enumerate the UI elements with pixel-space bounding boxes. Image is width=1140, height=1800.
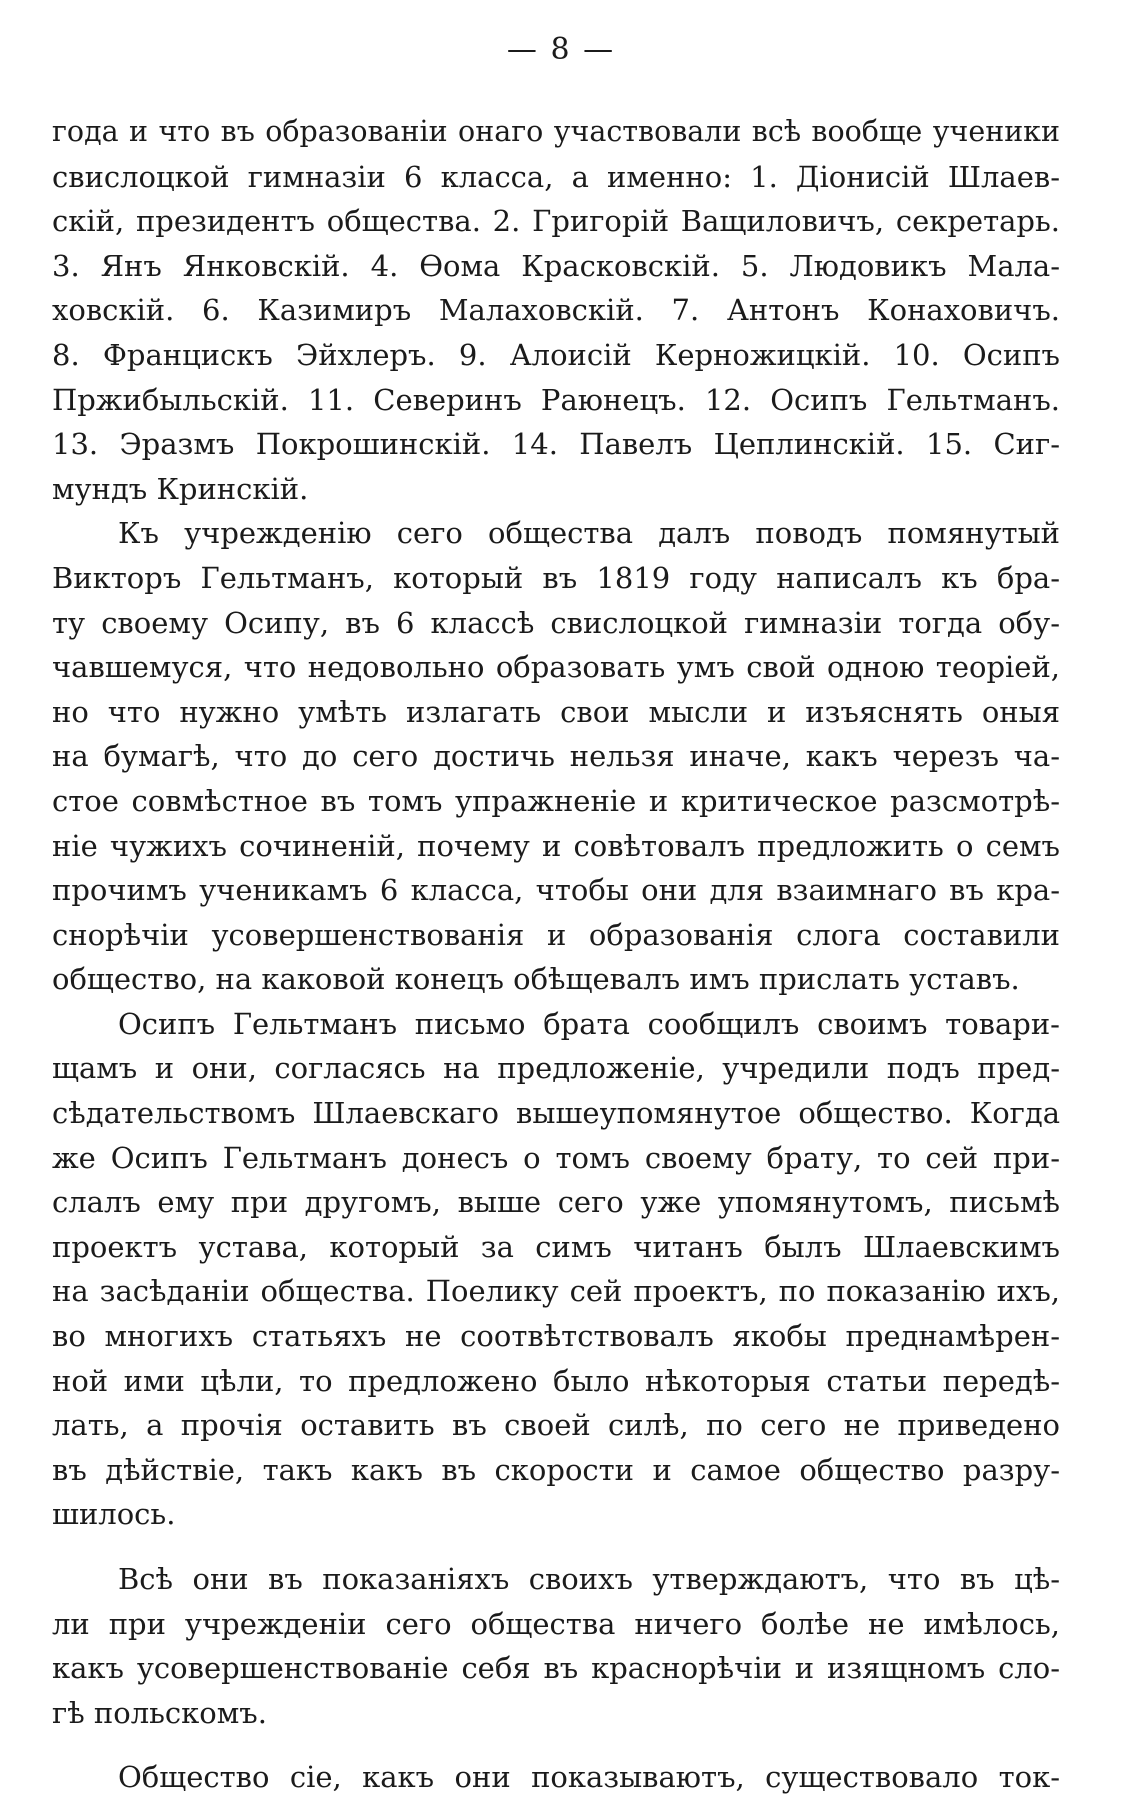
text-line: слалъ ему при другомъ, выше сего уже упомянутомъ, письмѣ bbox=[52, 1185, 1060, 1220]
text-line: ховскій. 6. Казимиръ Малаховскій. 7. Антонъ Конаховичъ. bbox=[52, 293, 1060, 328]
text-line: 13. Эразмъ Покрошинскій. 14. Павелъ Цеплинскій. 15. Сиг- bbox=[52, 427, 1060, 462]
text-line: стое совмѣстное въ томъ упражненіе и критическое разсмотрѣ- bbox=[52, 783, 1060, 818]
text-line: Общество сіе, какъ они показываютъ, существовало ток- bbox=[118, 1760, 1060, 1795]
text-line: сѣдательствомъ Шлаевскаго вышеупомянутое общество. Когда bbox=[52, 1096, 1060, 1131]
text-line: ной ими цѣли, то предложено было нѣкоторыя статьи передѣ- bbox=[52, 1363, 1060, 1398]
text-line: гѣ польскомъ. bbox=[52, 1695, 267, 1730]
text-line: 3. Янъ Янковскій. 4. Ѳома Красковскій. 5. Людовикъ Мала- bbox=[52, 248, 1060, 283]
text-line: общество, на каковой конецъ обѣщевалъ имъ прислать уставъ. bbox=[52, 962, 1020, 997]
document-page bbox=[52, 30, 1060, 1795]
text-line: Всѣ они въ показаніяхъ своихъ утверждаютъ, что въ цѣ- bbox=[118, 1562, 1060, 1596]
text-line: шилось. bbox=[52, 1497, 176, 1532]
page-number: — 8 — bbox=[506, 32, 616, 67]
paragraph-1 bbox=[52, 110, 1060, 511]
text-line: на засѣданіи общества. Поелику сей проектъ, по показанію ихъ, bbox=[52, 1274, 1060, 1309]
paragraph-gap bbox=[52, 1735, 1060, 1755]
text-line: Осипъ Гельтманъ письмо брата сообщилъ своимъ товари- bbox=[118, 1006, 1060, 1041]
text-line: но что нужно умѣть излагать свои мысли и изъяснять оныя bbox=[52, 694, 1060, 729]
text-line: свислоцкой гимназіи 6 класса, а именно: 1. Діонисій Шлаев- bbox=[52, 159, 1060, 194]
text-line: Къ учрежденію сего общества далъ поводъ помянутый bbox=[118, 516, 1060, 551]
text-line: чавшемуся, что недовольно образовать умъ свой одною теоріей, bbox=[52, 650, 1060, 685]
paragraph-2 bbox=[52, 511, 1060, 1002]
paragraph-4 bbox=[52, 1557, 1060, 1735]
text-line: ніе чужихъ сочиненій, почему и совѣтовалъ предложить о семъ bbox=[52, 828, 1060, 863]
text-line: въ дѣйствіе, такъ какъ въ скорости и самое общество разру- bbox=[52, 1452, 1060, 1487]
text-line: ли при учрежденіи сего общества ничего болѣе не имѣлось, bbox=[52, 1606, 1060, 1641]
text-line: на бумагѣ, что до сего достичь нельзя иначе, какъ черезъ ча- bbox=[52, 739, 1060, 774]
text-line: проектъ устава, который за симъ читанъ былъ Шлаевскимъ bbox=[52, 1229, 1060, 1264]
paragraph-gap bbox=[52, 1537, 1060, 1557]
text-line: какъ усовершенствованіе себя въ краснорѣчіи и изящномъ сло- bbox=[52, 1651, 1060, 1686]
text-line: лать, а прочія оставить въ своей силѣ, по сего не приведено bbox=[52, 1408, 1060, 1443]
text-line: 8. Францискъ Эйхлеръ. 9. Алоисій Керножицкій. 10. Осипъ bbox=[52, 337, 1060, 372]
text-line: года и что въ образованіи онаго участвовали всѣ вообще ученики bbox=[52, 115, 1060, 148]
paragraph-5 bbox=[52, 1755, 1060, 1800]
paragraph-3 bbox=[52, 1002, 1060, 1537]
text-line: скій, президентъ общества. 2. Григорій Ващиловичъ, секретарь. bbox=[52, 204, 1060, 239]
text-line: же Осипъ Гельтманъ донесъ о томъ своему брату, то сей при- bbox=[52, 1140, 1060, 1175]
text-line: прочимъ ученикамъ 6 класса, чтобы они для взаимнаго въ кра- bbox=[52, 873, 1060, 908]
text-line: ту своему Осипу, въ 6 классѣ свислоцкой гимназіи тогда обу- bbox=[52, 605, 1060, 640]
text-line: снорѣчіи усовершенствованія и образованія слога составили bbox=[52, 917, 1060, 952]
text-line: Пржибыльскій. 11. Северинъ Раюнецъ. 12. Осипъ Гельтманъ. bbox=[52, 382, 1060, 417]
text-line: Викторъ Гельтманъ, который въ 1819 году написалъ къ бра- bbox=[52, 560, 1060, 595]
text-line: мундъ Кринскій. bbox=[52, 471, 309, 506]
text-line: во многихъ статьяхъ не соотвѣтствовалъ якобы преднамѣрен- bbox=[52, 1319, 1060, 1354]
text-line: щамъ и они, согласясь на предложеніе, учредили подъ пред- bbox=[52, 1051, 1060, 1086]
